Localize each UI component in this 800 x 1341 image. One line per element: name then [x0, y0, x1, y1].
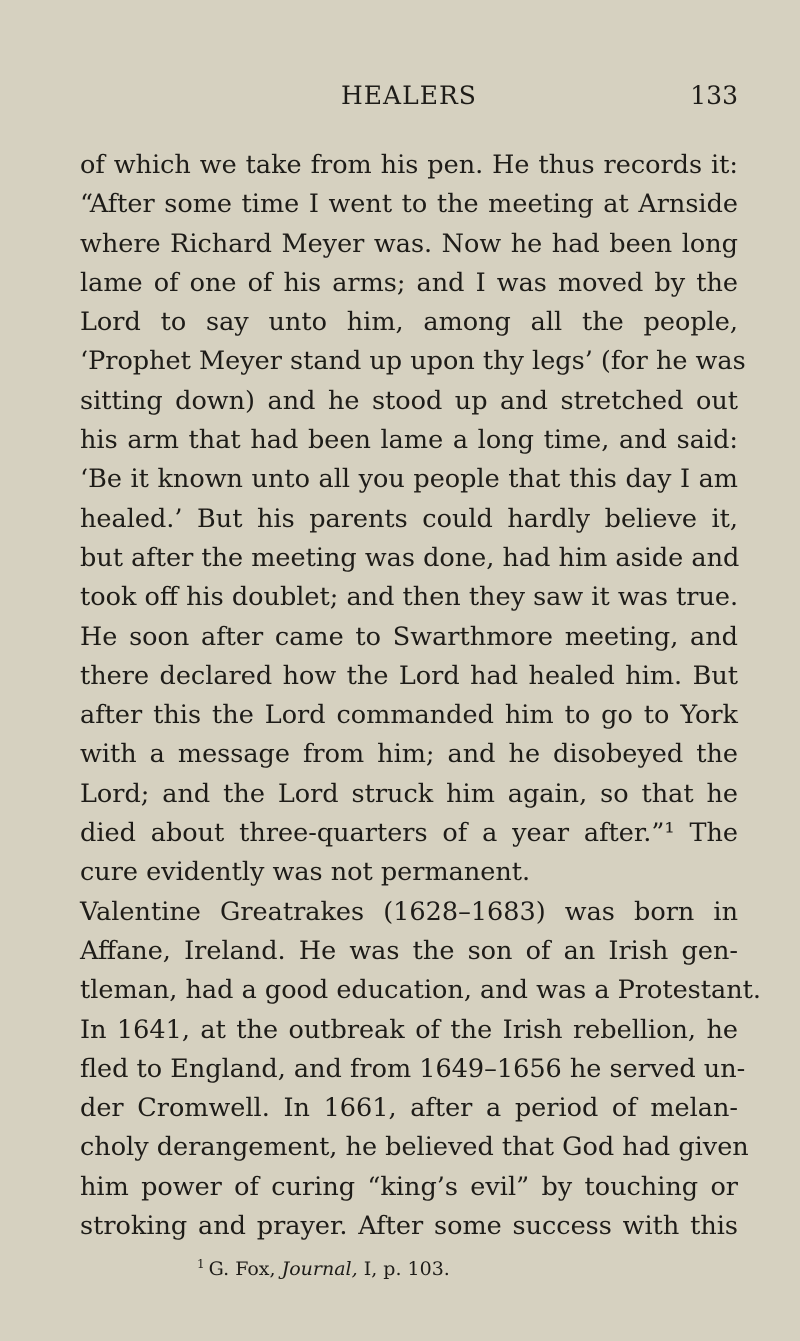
- footnote-author: G. Fox,: [208, 1258, 276, 1280]
- page-number: 133: [690, 81, 738, 110]
- text-line: took off his doublet; and then they saw it was true.: [80, 582, 739, 613]
- text-line: ‘Prophet Meyer stand up upon thy legs’ (for he was: [80, 346, 746, 377]
- text-line: lame of one of his arms; and I was moved by the: [80, 267, 738, 298]
- text-line: Valentine Greatrakes (1628–1683) was born in: [80, 896, 738, 927]
- text-line: sitting down) and he stood up and stretched out: [80, 385, 738, 416]
- text-line: of which we take from his pen. He thus records it:: [80, 150, 738, 180]
- text-line: choly derangement, he believed that God had given: [80, 1132, 749, 1163]
- page-header: [80, 78, 738, 118]
- running-title: HEALERS: [341, 81, 477, 110]
- footnote: [197, 1250, 450, 1283]
- text-line: where Richard Meyer was. Now he had been long: [80, 228, 738, 259]
- text-line: In 1641, at the outbreak of the Irish rebellion, he: [80, 1014, 738, 1045]
- text-line: healed.’ But his parents could hardly believe it,: [80, 503, 738, 534]
- text-line: ‘Be it known unto all you people that this day I am: [80, 464, 738, 495]
- body-text: [80, 146, 761, 1246]
- text-line: died about three-quarters of a year after.”¹ The: [80, 818, 738, 849]
- text-line: his arm that had been lame a long time, and said:: [80, 425, 738, 456]
- text-line: but after the meeting was done, had him aside and: [80, 542, 740, 573]
- footnote-work: Journal,: [281, 1258, 358, 1280]
- text-line: tleman, had a good education, and was a Protestant.: [80, 975, 761, 1006]
- text-line: there declared how the Lord had healed him. But: [80, 660, 738, 691]
- text-line: Lord; and the Lord struck him again, so that he: [80, 778, 738, 809]
- text-line: stroking and prayer. After some success with this: [80, 1211, 738, 1242]
- footnote-reference: I, p. 103.: [363, 1258, 450, 1280]
- text-line: der Cromwell. In 1661, after a period of melan-: [80, 1093, 738, 1124]
- text-line: fled to England, and from 1649–1656 he served un-: [80, 1053, 746, 1084]
- text-line: him power of curing “king’s evil” by touching or: [80, 1171, 738, 1202]
- text-line: Affane, Ireland. He was the son of an Irish gen-: [80, 935, 738, 966]
- text-line: after this the Lord commanded him to go to York: [80, 700, 738, 731]
- text-line: “After some time I went to the meeting at Arnside: [80, 189, 738, 220]
- text-line: with a message from him; and he disobeyed the: [80, 739, 738, 770]
- footnote-marker: 1: [197, 1257, 205, 1271]
- text-line: cure evidently was not permanent.: [80, 857, 531, 888]
- text-line: He soon after came to Swarthmore meeting, and: [80, 621, 738, 652]
- text-line: Lord to say unto him, among all the people,: [80, 307, 738, 338]
